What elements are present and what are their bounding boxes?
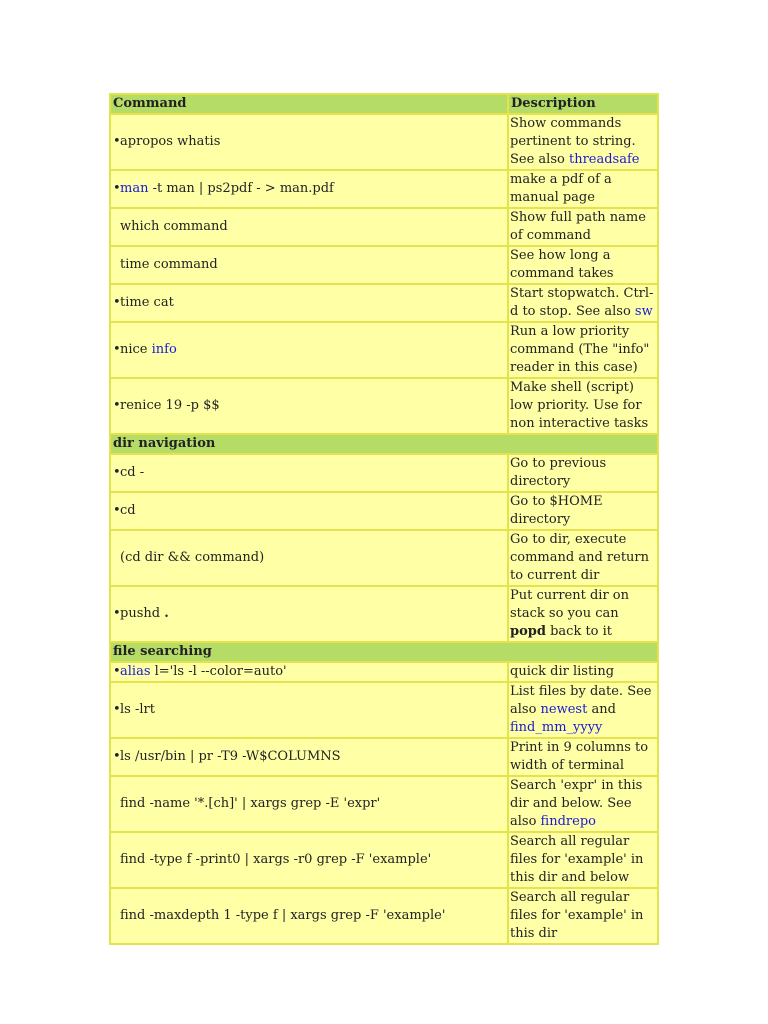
description-cell — [509, 739, 657, 775]
description-cell — [509, 777, 657, 831]
text-run: Start stopwatch. Ctrl-d to stop. See also — [510, 286, 654, 319]
command-cell — [111, 833, 507, 887]
text-run: which command — [120, 219, 228, 234]
text-run: cd — [120, 503, 136, 518]
text-run: make a pdf of a manual page — [510, 172, 612, 205]
inline-link[interactable]: alias — [120, 664, 151, 679]
description-cell — [509, 587, 657, 641]
bullet-icon: • — [113, 134, 121, 149]
description-cell — [509, 683, 657, 737]
text-run: renice 19 -p $$ — [120, 398, 220, 413]
description-cell — [509, 833, 657, 887]
bullet-icon: • — [113, 503, 121, 518]
description-cell — [509, 493, 657, 529]
text-run: find -name '*.[ch]' | xargs grep -E 'expr' — [120, 796, 381, 811]
header-description: Description — [509, 95, 657, 113]
text-run: Put current dir on stack so you can — [510, 588, 630, 621]
command-cell — [111, 587, 507, 641]
text-run: time cat — [120, 295, 174, 310]
section-title: dir navigation — [111, 435, 657, 453]
inline-link[interactable]: info — [151, 342, 177, 357]
text-run: Search all regular files for 'example' in this dir — [510, 890, 644, 941]
table-row — [111, 683, 657, 737]
text-run: find -maxdepth 1 -type f | xargs grep -F 'example' — [120, 908, 446, 923]
description-cell — [509, 663, 657, 681]
text-run: Go to previous directory — [510, 456, 607, 489]
text-run: back to it — [545, 624, 613, 639]
text-run: Search 'expr' in this dir and below. See also — [510, 778, 643, 829]
table-row — [111, 323, 657, 377]
text-run: and — [587, 702, 616, 717]
command-cell — [111, 323, 507, 377]
command-cell — [111, 493, 507, 529]
command-table — [109, 93, 659, 945]
text-run: -t man | ps2pdf - > man.pdf — [148, 181, 334, 196]
text-run: Run a low priority command (The "info" reader in this case) — [510, 324, 650, 375]
table-row — [111, 663, 657, 681]
description-cell — [509, 247, 657, 283]
table-row — [111, 833, 657, 887]
table-row — [111, 587, 657, 641]
table-row — [111, 247, 657, 283]
command-cell — [111, 777, 507, 831]
text-run: pushd — [120, 606, 165, 621]
command-cell — [111, 115, 507, 169]
command-cell — [111, 889, 507, 943]
text-run: List files by date. See also — [510, 684, 652, 717]
text-run: Show full path name of command — [510, 210, 646, 243]
text-run: (cd dir && command) — [120, 550, 265, 565]
description-cell — [509, 889, 657, 943]
table-row — [111, 379, 657, 433]
inline-link[interactable]: findrepo — [540, 814, 596, 829]
command-cell — [111, 455, 507, 491]
bullet-icon: • — [113, 342, 121, 357]
inline-link[interactable]: find_mm_yyyy — [510, 720, 603, 735]
text-run: Go to dir, execute command and return to current dir — [510, 532, 650, 583]
table-header-row — [111, 95, 657, 113]
section-title: file searching — [111, 643, 657, 661]
inline-link[interactable]: man — [120, 181, 149, 196]
command-cell — [111, 739, 507, 775]
description-cell — [509, 323, 657, 377]
text-run: Print in 9 columns to width of terminal — [510, 740, 649, 773]
command-cell — [111, 663, 507, 681]
inline-link[interactable]: threadsafe — [568, 152, 640, 167]
text-run: Go to $HOME directory — [510, 494, 603, 527]
description-cell — [509, 285, 657, 321]
command-cell — [111, 285, 507, 321]
bullet-icon: • — [113, 664, 121, 679]
table-row — [111, 739, 657, 775]
table-row — [111, 171, 657, 207]
bullet-icon: • — [113, 702, 121, 717]
table-row — [111, 209, 657, 245]
text-run: See how long a command takes — [510, 248, 614, 281]
bullet-icon: • — [113, 749, 121, 764]
command-reference-page — [109, 93, 659, 945]
description-cell — [509, 455, 657, 491]
bullet-icon: • — [113, 398, 121, 413]
text-run: Make shell (script) low priority. Use for non interactive tasks — [510, 380, 649, 431]
text-run: l='ls -l --color=auto' — [150, 664, 287, 679]
inline-link[interactable]: newest — [540, 702, 588, 717]
bullet-icon: • — [113, 295, 121, 310]
table-row — [111, 455, 657, 491]
table-row — [111, 531, 657, 585]
command-cell — [111, 379, 507, 433]
text-run: ls -lrt — [120, 702, 155, 717]
command-cell — [111, 171, 507, 207]
table-row — [111, 493, 657, 529]
text-run: quick dir listing — [510, 664, 615, 679]
text-run: time command — [120, 257, 218, 272]
table-row — [111, 777, 657, 831]
table-row — [111, 889, 657, 943]
table-row — [111, 285, 657, 321]
description-cell — [509, 379, 657, 433]
command-cell — [111, 683, 507, 737]
text-run: ls /usr/bin | pr -T9 -W$COLUMNS — [120, 749, 341, 764]
text-run: nice — [120, 342, 152, 357]
command-cell — [111, 247, 507, 283]
command-cell — [111, 209, 507, 245]
description-cell — [509, 171, 657, 207]
inline-link[interactable]: sw — [634, 304, 653, 319]
command-cell — [111, 531, 507, 585]
description-cell — [509, 531, 657, 585]
text-run: Search all regular files for 'example' in this dir and below — [510, 834, 644, 885]
section-header-row — [111, 643, 657, 661]
description-cell — [509, 115, 657, 169]
text-run: cd - — [120, 465, 145, 480]
description-cell — [509, 209, 657, 245]
text-run: find -type f -print0 | xargs -r0 grep -F 'example' — [120, 852, 432, 867]
table-row — [111, 115, 657, 169]
text-run: apropos whatis — [120, 134, 221, 149]
bullet-icon: • — [113, 606, 121, 621]
bullet-icon: • — [113, 465, 121, 480]
bold-text: . — [164, 606, 169, 621]
section-header-row — [111, 435, 657, 453]
bullet-icon: • — [113, 181, 121, 196]
header-command: Command — [111, 95, 507, 113]
text-run: Show commands pertinent to string. See also — [510, 116, 636, 167]
bold-text: popd — [510, 624, 546, 639]
